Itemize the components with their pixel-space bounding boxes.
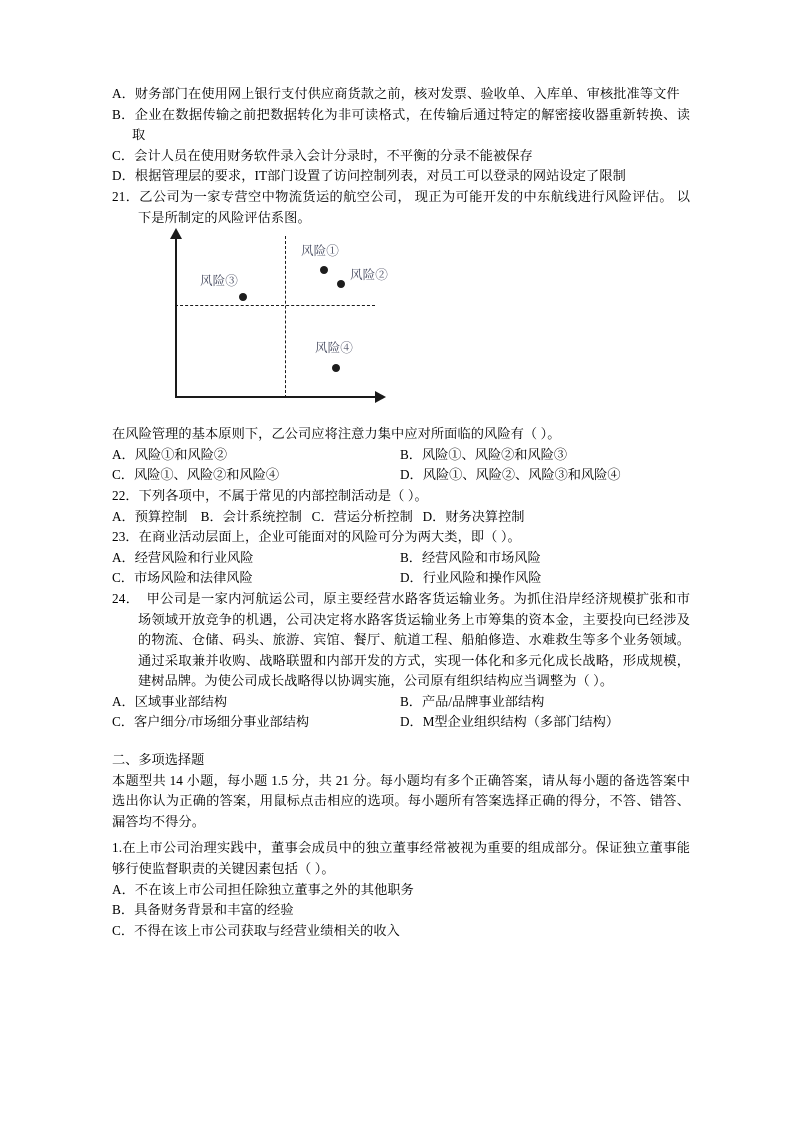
x-axis-arrow-icon <box>375 391 386 403</box>
section-two-instructions: 本题型共 14 小题，每小题 1.5 分，共 21 分。每小题均有多个正确答案，请从每小题的备选答案中选出你认为正确的答案，用鼠标点击相应的选项。每小题所有答案选择正确的得分，不答、错答、漏答均不得分。 <box>112 772 690 829</box>
q24-options-row-2 <box>112 712 690 733</box>
q20-option-a: A．财务部门在使用网上银行支付供应商货款之前，核对发票、验收单、入库单、审核批准等文件 <box>112 86 680 101</box>
q21-prompt: 在风险管理的基本原则下，乙公司应将注意力集中应对所面临的风险有（ ）。 <box>112 426 561 442</box>
vertical-dashed-divider <box>285 236 286 398</box>
page-content <box>112 84 690 941</box>
risk-4-label: 风险④ <box>315 341 353 356</box>
q23-options-row-2 <box>112 568 690 589</box>
risk-4-point <box>332 364 340 372</box>
section2-q1-stem: 1.在上市公司治理实践中，董事会成员中的独立董事经常被视为重要的组成部分。保证独立董事能够行使监督职责的关键因素包括（ ）。 <box>112 840 690 877</box>
q22-stem: 22．下列各项中，不属于常见的内部控制活动是（ ）。 <box>112 487 428 503</box>
q21-option-c: C．风险①、风险②和风险④ <box>112 467 280 483</box>
section2-q1-option-c: C．不得在该上市公司获取与经营业绩相关的收入 <box>112 922 400 938</box>
y-axis-line <box>175 236 177 398</box>
q23-option-b: B．经营风险和市场风险 <box>400 549 541 565</box>
q23-stem: 23．在商业活动层面上，企业可能面对的风险可分为两大类，即（ ）。 <box>112 529 521 545</box>
q24-options-row-1 <box>112 692 690 713</box>
x-axis-line <box>175 396 379 398</box>
section2-q1-option-b: B．具备财务背景和丰富的经验 <box>112 902 294 918</box>
risk-1-point <box>320 266 328 274</box>
risk-1-label: 风险① <box>301 244 339 259</box>
q24-stem: 24． 甲公司是一家内河航运公司，原主要经营水路客货运输业务。为抓住沿岸经济规模扩张和市场领域开放竞争的机遇，公司决定将水路客货运输业务上市筹集的资本金，主要投向已经涉及的物流、仓储、码头、旅游、宾馆、餐厅、航道工程、船舶修造、水难救生等多个业务领域。通过采取兼并收购、战略联盟和内部开发的方式，实现一体化和多元化成长战略，形成规模，建树品牌。为使公司成长战略得以协调实施，公司原有组织结构应当调整为（ ）。 <box>112 590 690 689</box>
q20-option-b: B．企业在数据传输之前把数据转化为非可读格式，在传输后通过特定的解密接收器重新转换、读取 <box>112 106 690 143</box>
q21-option-b: B．风险①、风险②和风险③ <box>400 446 568 462</box>
horizontal-dashed-divider <box>175 305 375 306</box>
q21-options-row-1 <box>112 445 690 466</box>
q21-options-row-2 <box>112 465 690 486</box>
q23-option-c: C．市场风险和法律风险 <box>112 570 253 586</box>
diagram-plot-area <box>142 228 442 424</box>
section-two-heading: 二、多项选择题 <box>112 752 205 768</box>
risk-2-point <box>337 280 345 288</box>
q21-option-d: D．风险①、风险②、风险③和风险④ <box>400 467 621 483</box>
q24-option-c: C．客户细分/市场细分事业部结构 <box>112 714 310 730</box>
q23-option-a: A．经营风险和行业风险 <box>112 549 254 565</box>
q21-stem: 21．乙公司为一家专营空中物流货运的航空公司， 现正为可能开发的中东航线进行风险评估。 以下是所制定的风险评估系图。 <box>112 188 690 225</box>
q24-option-a: A．区域事业部结构 <box>112 693 228 709</box>
q23-options-row-1 <box>112 548 690 569</box>
y-axis-arrow-icon <box>170 228 182 239</box>
q22-options-line: A．预算控制 B．会计系统控制 C．营运分析控制 D．财务决算控制 <box>112 508 525 524</box>
risk-3-label: 风险③ <box>200 274 238 289</box>
risk-3-point <box>239 293 247 301</box>
risk-2-label: 风险② <box>350 268 388 283</box>
q23-option-d: D．行业风险和操作风险 <box>400 570 542 586</box>
risk-assessment-diagram <box>112 228 690 424</box>
section2-q1-option-a: A．不在该上市公司担任除独立董事之外的其他职务 <box>112 881 414 897</box>
q20-option-c: C．会计人员在使用财务软件录入会计分录时，不平衡的分录不能被保存 <box>112 147 533 163</box>
q20-option-d: D．根据管理层的要求，IT部门设置了访问控制列表，对员工可以登录的网站设定了限制 <box>112 168 626 184</box>
q21-option-a: A．风险①和风险② <box>112 446 228 462</box>
q24-option-d: D．M型企业组织结构（多部门结构） <box>400 714 620 730</box>
q24-option-b: B．产品/品牌事业部结构 <box>400 693 545 709</box>
